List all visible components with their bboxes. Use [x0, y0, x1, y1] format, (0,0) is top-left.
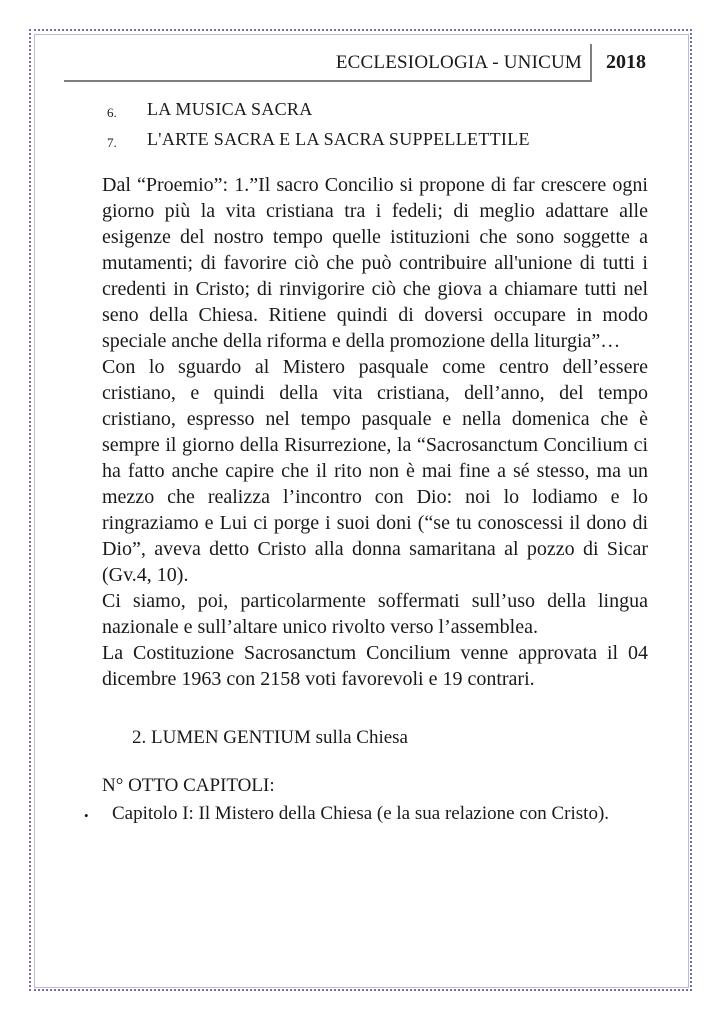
page-content [84, 96, 648, 828]
numbered-list [102, 96, 648, 156]
bullet-icon: • [84, 808, 89, 823]
list-item-number: 6. [107, 105, 117, 120]
list-item [102, 126, 648, 156]
paragraph-lingua-nazionale: Ci siamo, poi, particolarmente soffermati sull’uso della lingua nazionale e sull’altare unico rivolto verso l’assemblea. [102, 590, 648, 638]
list-item [84, 801, 648, 828]
paragraph-mistero-pasquale: Con lo sguardo al Mistero pasquale come centro dell’essere cristiano, e quindi della vita cristiana, dell’anno, del tempo cristiano, espresso nel tempo pasquale e nella domenica che è sempre il giorno della Risurrezione, la “Sacrosanctum Concilium ci ha fatto anche capire che il rito non è mai fine a sé stesso, ma un mezzo che realizza l’incontro con Dio: noi lo lodiamo e lo ringraziamo e Lui ci porge i suoi doni (“se tu conoscessi il dono di Dio”, aveva detto Cristo alla donna samaritana al pozzo di Sicar (Gv.4, 10). [102, 356, 648, 586]
header-year: 2018 [606, 51, 646, 73]
page-header [64, 38, 658, 84]
section-title: 2. LUMEN GENTIUM sulla Chiesa [132, 727, 408, 748]
header-rule [64, 80, 592, 82]
header-title: ECCLESIOLOGIA - UNICUM [335, 52, 582, 73]
bullet-list [84, 801, 648, 828]
list-item-text: LA MUSICA SACRA [147, 99, 313, 119]
list-item-number: 7. [107, 135, 117, 150]
header-separator [590, 44, 592, 80]
list-item [102, 96, 648, 126]
sub-heading: N° OTTO CAPITOLI: [102, 775, 275, 796]
paragraph-proemio: Dal “Proemio”: 1.”Il sacro Concilio si propone di far crescere ogni giorno più la vita cristiana tra i fedeli; di meglio adattare alle esigenze del nostro tempo quelle istituzioni che sono soggette a mutamenti; di favorire ciò che può contribuire all'unione di tutti i credenti in Cristo; di rinvigorire ciò che giova a chiamare tutti nel seno della Chiesa. Ritiene quindi di doversi occupare in modo speciale anche della riforma e della promozione della liturgia”… [102, 174, 648, 352]
list-item-text: Capitolo I: Il Mistero della Chiesa (e la sua relazione con Cristo). [112, 803, 610, 824]
paragraph-approvazione: La Costituzione Sacrosanctum Concilium venne approvata il 04 dicembre 1963 con 2158 voti favorevoli e 19 contrari. [102, 642, 648, 690]
list-item-text: L'ARTE SACRA E LA SACRA SUPPELLETTILE [147, 129, 530, 149]
